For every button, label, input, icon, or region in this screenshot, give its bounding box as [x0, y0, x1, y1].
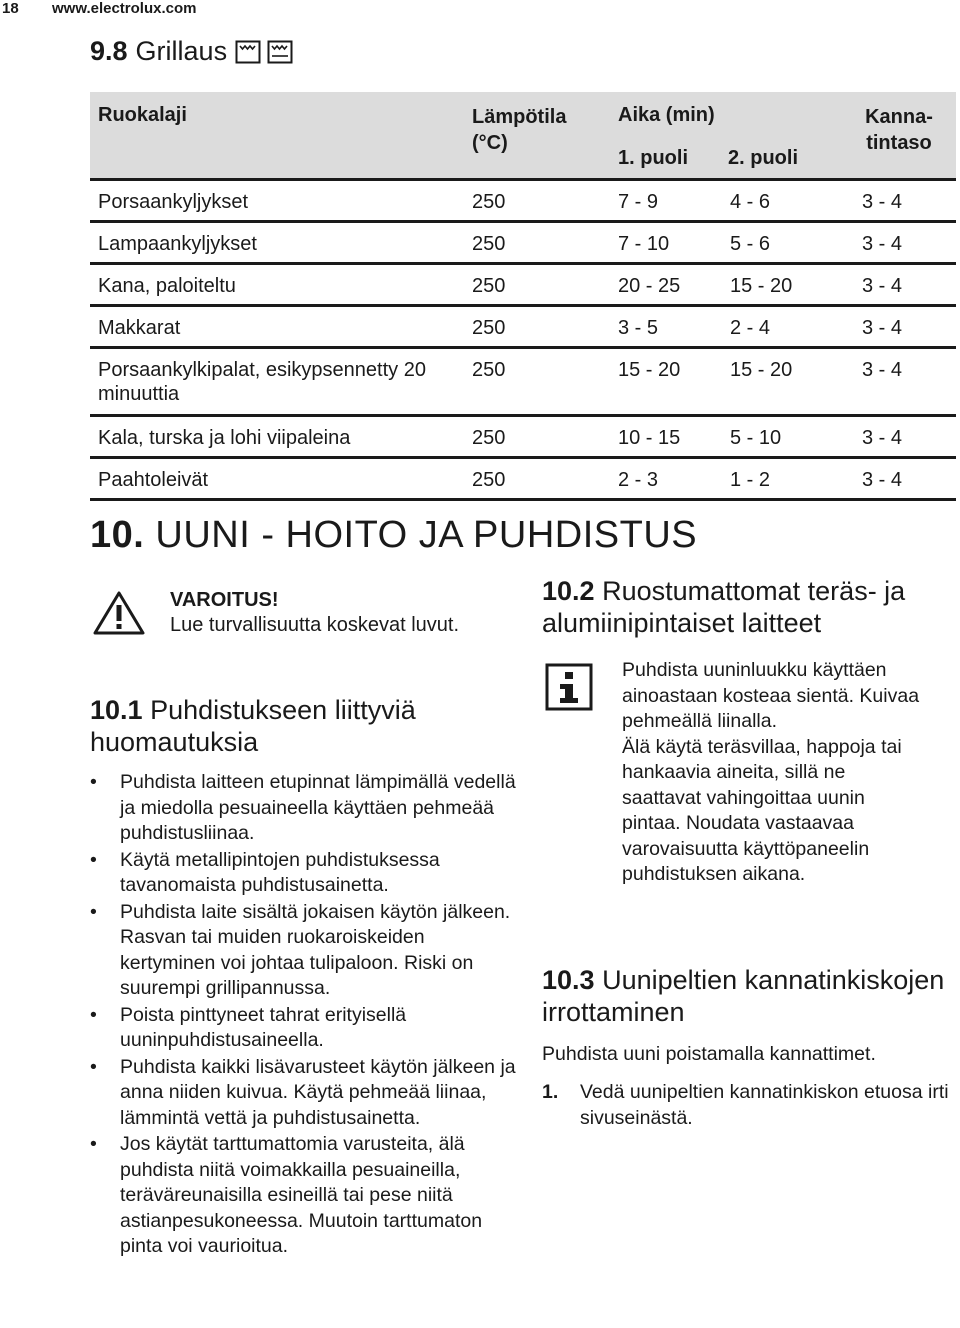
cell-level: 3 - 4: [862, 191, 903, 213]
section-number: 10.2: [542, 576, 595, 606]
cell-temp: 250: [472, 317, 506, 339]
cell-food: Lampaankyljykset: [98, 233, 257, 255]
cell-side2: 5 - 6: [730, 233, 771, 255]
cell-side2: 1 - 2: [730, 469, 771, 491]
section-title: Ruostumattomat teräs- ja alumiinipintaiset laitteet: [542, 576, 906, 638]
section-10-heading: [90, 514, 697, 557]
table-row: [90, 262, 956, 304]
header-side1: 1. puoli: [618, 147, 688, 169]
list-item: • Jos käytät tarttumattomia varusteita, älä puhdista niitä voimakkailla pesuaineilla, teräväreunaisilla esineillä tai pese niitä astianpesukoneessa. Muutoin tarttumaton pinta voi vaurioitua.: [90, 1132, 520, 1260]
section-10-3-heading: [542, 964, 952, 1028]
page-number: 18: [2, 0, 19, 17]
section-number: 10.1: [90, 695, 143, 725]
cell-level: 3 - 4: [862, 469, 903, 491]
section-10-1-heading: [90, 694, 510, 758]
cell-temp: 250: [472, 275, 506, 297]
step-item: [542, 1080, 952, 1131]
cell-temp: 250: [472, 191, 506, 213]
cell-side1: 15 - 20: [618, 359, 681, 381]
cell-level: 3 - 4: [862, 275, 903, 297]
table-row: [90, 346, 956, 414]
cell-food: Porsaankylkipalat, esikypsennetty 20 minuuttia: [98, 359, 426, 405]
grill-icon: [235, 40, 261, 64]
cell-side2: 15 - 20: [730, 275, 793, 297]
table-row: [90, 304, 956, 346]
table-row: [90, 414, 956, 456]
step-text: Vedä uunipeltien kannatinkiskon etuosa irti sivuseinästä.: [580, 1081, 949, 1129]
cell-side1: 2 - 3: [618, 469, 659, 491]
list-item: • Puhdista kaikki lisävarusteet käytön jälkeen ja anna niiden kuivua. Käytä pehmeää liinaa, lämmintä vettä ja puhdistusainetta.: [90, 1055, 520, 1132]
info-icon: [545, 663, 593, 711]
section-title: Grillaus: [135, 36, 228, 66]
cell-food: Kana, paloiteltu: [98, 275, 236, 297]
cell-temp: 250: [472, 359, 506, 381]
table-row: [90, 220, 956, 262]
cell-side1: 10 - 15: [618, 427, 681, 449]
cell-side1: 7 - 10: [618, 233, 670, 255]
section-number: 10.3: [542, 965, 595, 995]
warning-block: [170, 588, 470, 638]
cell-side2: 5 - 10: [730, 427, 782, 449]
list-item: • Puhdista laite sisältä jokaisen käytön jälkeen. Rasvan tai muiden ruokaroiskeiden kertyminen voi johtaa tulipaloon. Riski on suurempi grillipannussa.: [90, 900, 520, 1002]
cell-level: 3 - 4: [862, 359, 903, 381]
header-level: Kanna-tintaso: [865, 106, 933, 154]
section-number: 9.8: [90, 36, 128, 66]
cell-food: Kala, turska ja lohi viipaleina: [98, 427, 351, 449]
cell-side1: 3 - 5: [618, 317, 659, 339]
fan-grill-icon: [267, 40, 293, 64]
warning-text: Lue turvallisuutta koskevat luvut.: [170, 614, 460, 636]
table-row: [90, 178, 956, 220]
header-temp: Lämpötila (°C): [472, 106, 567, 154]
cell-side2: 15 - 20: [730, 359, 793, 381]
info-paragraph: Älä käytä teräsvillaa, happoja tai hankaavia aineita, sillä ne saattavat vahingoittaa uunin pintaa. Noudata vastaavaa varovaisuutta käyttöpaneelin puhdistuksen aikana.: [622, 735, 902, 885]
list-item: • Puhdista laitteen etupinnat lämpimällä vedellä ja miedolla pesuaineella käyttäen pehmeää puhdistusliinaa.: [90, 770, 520, 847]
cell-food: Makkarat: [98, 317, 181, 339]
site-url: www.electrolux.com: [52, 0, 197, 17]
warning-title: VAROITUS!: [170, 589, 279, 611]
header-side2: 2. puoli: [728, 147, 798, 169]
list-item: • Poista pinttyneet tahrat erityisellä uuninpuhdistusaineella.: [90, 1003, 520, 1054]
section-number: 10.: [90, 514, 145, 556]
cell-level: 3 - 4: [862, 233, 903, 255]
info-paragraph: Puhdista uuninluukku käyttäen ainoastaan kosteaa sientä. Kuivaa pehmeällä liinalla.: [622, 659, 920, 732]
warning-icon: [92, 590, 146, 636]
cell-food: Porsaankyljykset: [98, 191, 249, 213]
grill-table: [90, 92, 956, 501]
section-title: Uunipeltien kannatinkiskojen irrottaminen: [542, 965, 945, 1027]
step-number: 1.: [542, 1081, 559, 1103]
cell-food: Paahtoleivät: [98, 469, 209, 491]
cell-temp: 250: [472, 233, 506, 255]
cell-temp: 250: [472, 427, 506, 449]
cell-side1: 7 - 9: [618, 191, 659, 213]
section-title: UUNI - HOITO JA PUHDISTUS: [155, 514, 698, 556]
info-block: [622, 658, 922, 888]
section-10-3-intro: Puhdista uuni poistamalla kannattimet.: [542, 1043, 876, 1065]
cell-level: 3 - 4: [862, 427, 903, 449]
table-row: [90, 456, 956, 501]
section-9-8-heading: [90, 36, 293, 67]
section-title: Puhdistukseen liittyviä huomautuksia: [90, 695, 416, 757]
table-header: [90, 92, 956, 178]
section-10-2-heading: [542, 575, 952, 639]
cell-level: 3 - 4: [862, 317, 903, 339]
cleaning-notes-list: [90, 770, 520, 1261]
header-food: Ruokalaji: [98, 104, 187, 126]
cell-side1: 20 - 25: [618, 275, 681, 297]
cell-side2: 4 - 6: [730, 191, 771, 213]
header-time: Aika (min): [618, 104, 715, 126]
cell-side2: 2 - 4: [730, 317, 771, 339]
cell-temp: 250: [472, 469, 506, 491]
list-item: • Käytä metallipintojen puhdistuksessa tavanomaista puhdistusainetta.: [90, 848, 520, 899]
